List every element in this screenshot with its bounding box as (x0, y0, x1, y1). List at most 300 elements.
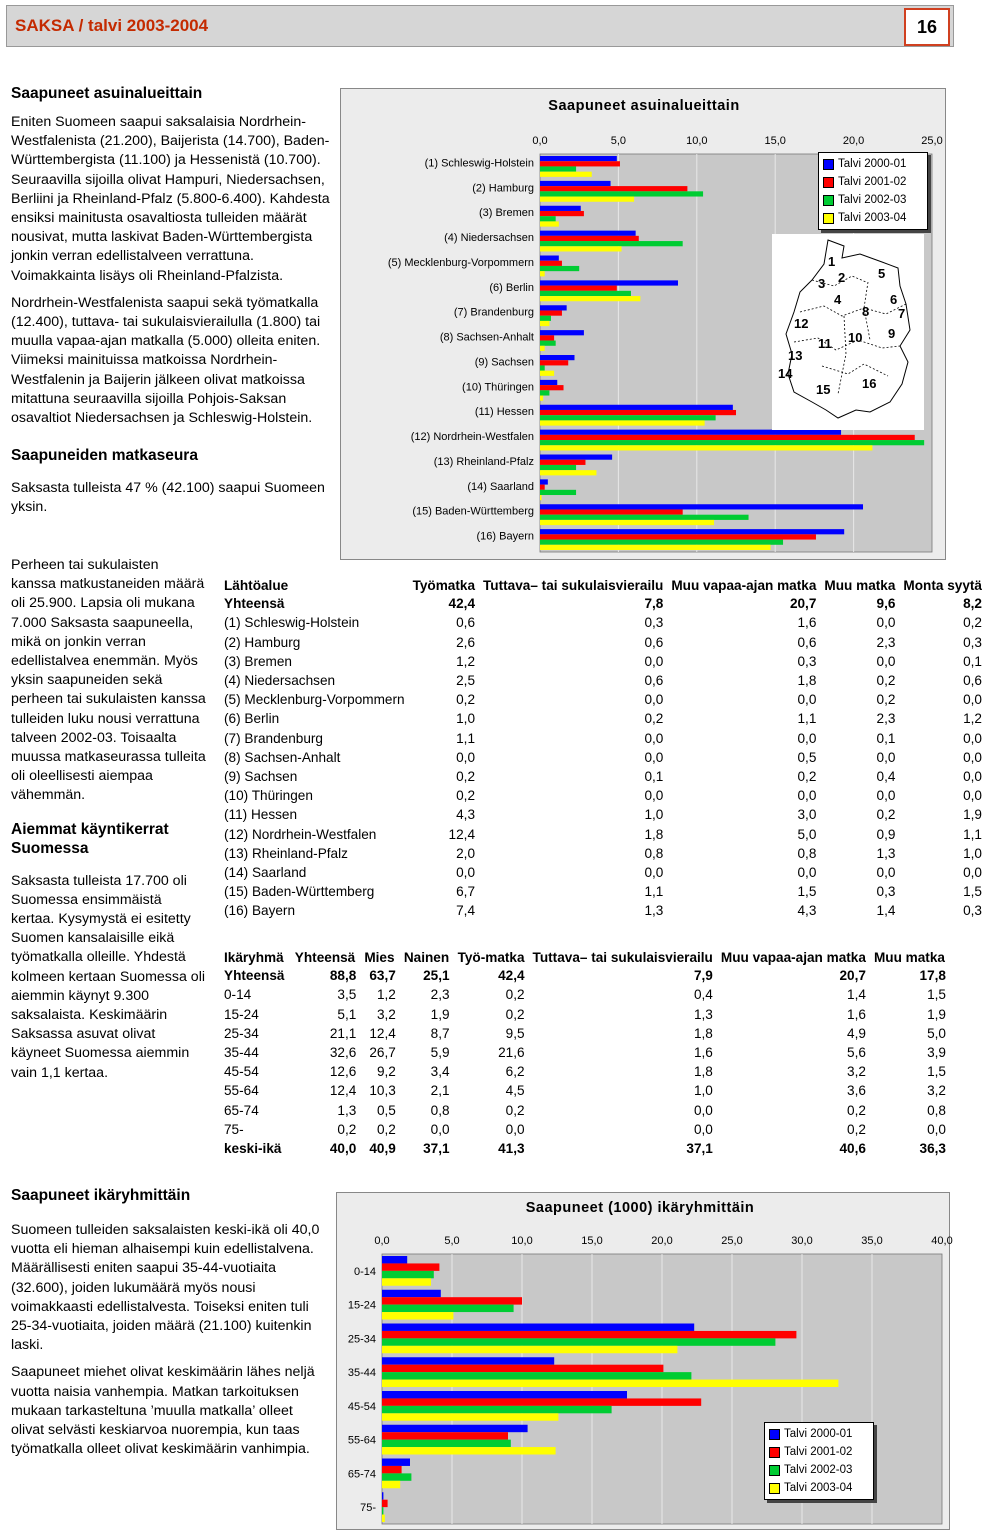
table-cell: 4,5 (505, 1083, 525, 1099)
map-region-number: 8 (862, 304, 870, 319)
table-cell: 0,6 (644, 634, 664, 650)
table-cell: 0,5 (797, 749, 817, 765)
table-cell: 3,2 (376, 1006, 396, 1022)
table-cell: 75- (224, 1121, 244, 1137)
table-cell: 42,4 (498, 968, 525, 984)
bar (540, 385, 564, 390)
table-cell: 0,2 (847, 1102, 866, 1118)
category-label: (3) Bremen (478, 207, 534, 220)
bar (540, 211, 584, 216)
table-row (220, 690, 986, 709)
table-cell: 10,3 (369, 1083, 396, 1099)
table-header: Muu matka (873, 950, 945, 966)
table-row (220, 1081, 950, 1100)
table-cell: 3,0 (797, 807, 817, 823)
table-cell: 0,6 (963, 673, 982, 689)
table-cell: 2,3 (876, 711, 896, 727)
table-cell: (3) Bremen (224, 653, 292, 669)
bar (540, 435, 915, 440)
category-label: (7) Brandenburg (453, 306, 534, 319)
table-cell: 1,0 (963, 845, 982, 861)
table-cell: 0,0 (456, 864, 476, 880)
table-cell: 0,3 (876, 884, 896, 900)
table-cell: 1,9 (963, 807, 982, 823)
bar (382, 1481, 400, 1488)
bar (540, 365, 545, 370)
germany-map (772, 234, 924, 430)
table-cell: 3,4 (430, 1064, 450, 1080)
chart-title: Saapuneet (1000) ikäryhmittäin (525, 1200, 755, 1216)
bar (540, 181, 611, 186)
table-cell: 1,2 (456, 653, 476, 669)
paragraph: Suomeen tulleiden saksalaisten keski-ikä oli 40,0 vuotta eli hieman alhaisempi kuin edellistalvena. Määrällisesti eniten saapui 35-44-vuotiaita (32.600), joiden lukumäärä myös nousi voimakkaasti edellistalvesta. Toiseksi eniten tuli 25-34-vuotiaita, joiden määrä (21.100) kuitenkin laski. (11, 1222, 320, 1354)
category-label: (14) Saarland (467, 480, 534, 493)
section-title-age: Saapuneet ikäryhmittäin (11, 1187, 191, 1204)
table-cell: 8,7 (430, 1025, 450, 1041)
table-cell: 1,6 (797, 615, 817, 631)
table-cell: (4) Niedersachsen (224, 673, 336, 689)
table-cell: 0,0 (693, 1102, 713, 1118)
table-cell: 3,2 (927, 1083, 946, 1099)
map-region-number: 3 (818, 276, 826, 291)
table-cell: 0,2 (456, 768, 476, 784)
map-region-number: 16 (862, 376, 877, 391)
table-row (220, 824, 986, 843)
table-cell: 0,0 (876, 653, 896, 669)
chart-residence-legend (818, 152, 928, 230)
table-header: Lähtöalue (224, 578, 289, 594)
table-cell: 12,4 (448, 826, 476, 842)
table-cell: 63,7 (369, 968, 396, 984)
table-cell: 1,4 (847, 987, 866, 1003)
paragraph: Saksasta tulleista 47 % (42.100) saapui Suomeen yksin. (11, 480, 325, 516)
bar (540, 161, 620, 166)
bar (540, 410, 736, 415)
bar (382, 1492, 383, 1499)
table-cell: 36,3 (919, 1140, 946, 1156)
table-cell: 0,0 (693, 1121, 713, 1137)
table-cell: 1,4 (876, 903, 896, 919)
category-label: (10) Thüringen (462, 381, 534, 394)
table-cell: (10) Thüringen (224, 788, 313, 804)
bar (382, 1312, 453, 1319)
table-cell: 9,6 (876, 596, 896, 612)
category-label: (13) Rheinland-Pfalz (433, 455, 534, 468)
table-cell: 1,5 (963, 884, 982, 900)
bar (540, 495, 542, 500)
category-label: (9) Sachsen (474, 356, 534, 369)
table-header: Mies (364, 950, 395, 966)
table-row (220, 594, 986, 613)
header-title: SAKSA / talvi 2003-2004 (15, 16, 209, 35)
bar (382, 1466, 402, 1473)
table-cell: 0,3 (797, 653, 817, 669)
table-header: Muu vapaa-ajan matka (671, 578, 817, 594)
table-header: Muu matka (824, 578, 896, 594)
table-cell: 0,0 (644, 788, 664, 804)
table-cell: 0,2 (876, 692, 896, 708)
table-cell: 1,8 (693, 1064, 713, 1080)
table-cell: 65-74 (224, 1102, 259, 1118)
table-cell: 0,0 (797, 730, 817, 746)
table-cell: 2,5 (456, 673, 476, 689)
table-row (220, 844, 986, 863)
paragraph: Nordrhein-Westfalenista saapui sekä työmatkalla (12.400), tuttava- tai sukulaisvierailulla (1.800) tai muulla vapaa-ajan matkalla (5.000) olleita eniten. Viimeksi mainituissa matkoissa Nordrhein-Westfalenin ja Baijerin jälkeen olivat matkoissa mitattuna seuraavilla sijoilla Pohjois-Saksan osavaltiot Niedersachsen ja Schleswig-Holstein. (11, 294, 321, 427)
table-cell: 0,1 (644, 768, 664, 784)
table-cell: 0,0 (876, 749, 896, 765)
table-cell: 0,2 (644, 711, 664, 727)
table-cell: (1) Schleswig-Holstein (224, 615, 360, 631)
table-cell: 0,2 (505, 1006, 525, 1022)
table-cell: 0,2 (456, 692, 476, 708)
bar (382, 1380, 838, 1387)
x-tick-label: 20,0 (842, 135, 865, 147)
map-region-number: 6 (890, 292, 898, 307)
bar (382, 1425, 528, 1432)
table-cell: 5,9 (430, 1045, 450, 1061)
table-row (220, 1062, 950, 1081)
table-cell: 1,0 (693, 1083, 713, 1099)
table-cell: 1,6 (847, 1006, 866, 1022)
bar (540, 360, 568, 365)
table-cell: 9,2 (376, 1064, 396, 1080)
table-cell: 2,3 (876, 634, 896, 650)
bar (540, 479, 548, 484)
table-cell: 1,2 (963, 711, 982, 727)
text-block-residence (11, 84, 331, 518)
bar (540, 520, 714, 525)
bar (540, 534, 816, 539)
table-cell: 1,3 (693, 1006, 713, 1022)
table-cell: 2,1 (430, 1083, 450, 1099)
table-cell: 0,0 (644, 749, 664, 765)
bar (382, 1357, 554, 1364)
legend-item: Talvi 2001-02 (823, 173, 923, 191)
table-cell: 12,6 (329, 1064, 357, 1080)
table-cell: (8) Sachsen-Anhalt (224, 749, 341, 765)
bar (382, 1447, 556, 1454)
table-cell: 21,6 (498, 1045, 525, 1061)
table-cell: 0,0 (876, 788, 896, 804)
section-title-residence: Saapuneet asuinalueittain (11, 85, 203, 102)
table-cell: 0,0 (797, 692, 817, 708)
table-cell: (13) Rheinland-Pfalz (224, 845, 348, 861)
bar (540, 470, 596, 475)
table-cell: 1,3 (337, 1102, 357, 1118)
x-tick-label: 0,0 (374, 1235, 390, 1247)
bar (382, 1263, 439, 1270)
table-cell: 7,4 (456, 903, 476, 919)
category-label: 75- (360, 1502, 376, 1515)
category-label: (16) Bayern (476, 530, 534, 543)
bar (540, 440, 924, 445)
table-header: Ikäryhmä (224, 950, 284, 966)
x-tick-label: 35,0 (861, 1235, 883, 1247)
legend-item: Talvi 2002-03 (823, 191, 923, 209)
table-row (220, 1024, 950, 1043)
bar (540, 286, 617, 291)
bar (540, 221, 559, 226)
bar (382, 1413, 558, 1420)
table-cell: 1,2 (376, 987, 396, 1003)
table-cell: (14) Saarland (224, 864, 307, 880)
bar (382, 1331, 796, 1338)
table-cell: 41,3 (498, 1140, 525, 1156)
bar (540, 246, 622, 251)
table-cell: 37,1 (686, 1140, 713, 1156)
bar (540, 191, 703, 196)
section-title-visits: Aiemmat käyntikerrat Suomessa (11, 820, 169, 857)
table-cell: 1,3 (644, 903, 664, 919)
table-row (220, 652, 986, 671)
table-cell: 0,6 (644, 673, 664, 689)
table-cell: 40,6 (839, 1140, 866, 1156)
table-cell: 0,4 (876, 768, 896, 784)
table-cell: 4,9 (847, 1025, 866, 1041)
bar (382, 1372, 691, 1379)
table-cell: 9,5 (505, 1025, 525, 1041)
bar (540, 390, 549, 395)
table-purpose-by-region (220, 575, 986, 920)
table-cell: 20,7 (839, 968, 866, 984)
table-cell: (11) Hessen (224, 807, 298, 823)
map-region-number: 7 (898, 306, 906, 321)
table-cell: Yhteensä (224, 968, 285, 984)
table-cell: 0,0 (644, 692, 664, 708)
bar (540, 241, 683, 246)
table-row (220, 901, 986, 920)
table-cell: (12) Nordrhein-Westfalen (224, 826, 377, 842)
category-label: (15) Baden-Württemberg (412, 505, 534, 518)
bar (540, 266, 579, 271)
table-row (220, 966, 950, 985)
x-tick-label: 30,0 (791, 1235, 813, 1247)
category-label: 25-34 (347, 1333, 376, 1346)
table-cell: 25-34 (224, 1025, 259, 1041)
bar (540, 460, 585, 465)
section-title-company: Saapuneiden matkaseura (11, 447, 198, 465)
table-header: Yhteensä (294, 950, 356, 966)
bar (540, 540, 783, 545)
bar (540, 261, 562, 266)
table-cell: 0,0 (456, 749, 476, 765)
text-block-age (11, 1186, 321, 1459)
bar (540, 529, 844, 534)
table-row (220, 863, 986, 882)
table-row (220, 613, 986, 632)
table-cell: 37,1 (423, 1140, 450, 1156)
category-label: 55-64 (347, 1434, 376, 1447)
bar (382, 1432, 508, 1439)
category-label: 0-14 (353, 1265, 376, 1278)
table-cell: 1,6 (693, 1045, 713, 1061)
table-header: Nainen (403, 950, 450, 966)
category-label: (8) Sachsen-Anhalt (439, 331, 534, 344)
table-cell: keski-ikä (224, 1140, 282, 1156)
bar (540, 321, 549, 326)
table-cell: 0,0 (876, 615, 896, 631)
category-label: 65-74 (347, 1468, 376, 1481)
table-cell: 0,2 (876, 673, 896, 689)
table-cell: 8,2 (963, 596, 982, 612)
table-cell: 40,9 (369, 1140, 396, 1156)
table-cell: 1,1 (456, 730, 476, 746)
page-header (6, 5, 954, 47)
table-cell: 0,0 (644, 653, 664, 669)
bar (540, 305, 567, 310)
table-cell: 1,8 (693, 1025, 713, 1041)
bar (382, 1507, 383, 1514)
map-region-number: 10 (848, 330, 863, 345)
table-cell: 0,0 (963, 788, 982, 804)
table-cell: 15-24 (224, 1006, 259, 1022)
table-cell: 0,2 (876, 807, 896, 823)
bar (382, 1515, 385, 1522)
map-region-number: 14 (778, 366, 793, 381)
x-tick-label: 5,0 (610, 135, 627, 147)
text-block-company (11, 556, 207, 1083)
bar (382, 1324, 694, 1331)
bar (540, 485, 545, 490)
table-cell: 5,0 (797, 826, 817, 842)
bar (540, 355, 574, 360)
table-cell: 0,0 (876, 864, 896, 880)
bar (540, 445, 872, 450)
bar (382, 1473, 411, 1480)
map-region-number: 1 (828, 254, 836, 269)
table-cell: 20,7 (789, 596, 817, 612)
table-cell: 1,8 (644, 826, 664, 842)
table-cell: 0,3 (644, 615, 664, 631)
table-cell: 7,8 (644, 596, 664, 612)
x-tick-label: 0,0 (532, 135, 548, 147)
table-row (220, 671, 986, 690)
bar (540, 346, 545, 351)
map-region-number: 4 (834, 292, 842, 307)
table-cell: 42,4 (448, 596, 476, 612)
bar (382, 1297, 522, 1304)
bar (382, 1459, 410, 1466)
table-cell: 0,2 (456, 788, 476, 804)
table-row (220, 1043, 950, 1062)
table-cell: 5,1 (337, 1006, 357, 1022)
table-cell: 55-64 (224, 1083, 259, 1099)
table-cell: 35-44 (224, 1045, 259, 1061)
map-region-number: 9 (888, 326, 896, 341)
bar (540, 156, 617, 161)
map-region-number: 15 (816, 382, 831, 397)
table-cell: 0,8 (644, 845, 664, 861)
table-cell: 6,2 (505, 1064, 525, 1080)
bar (540, 197, 634, 202)
table-cell: 1,0 (644, 807, 664, 823)
category-label: (11) Hessen (474, 406, 534, 419)
table-cell: 0,6 (797, 634, 817, 650)
map-region-number: 2 (838, 270, 846, 285)
table-cell: 3,2 (847, 1064, 866, 1080)
legend-item: Talvi 2001-02 (769, 1443, 869, 1461)
table-cell: 0,6 (456, 615, 476, 631)
bar (382, 1398, 701, 1405)
bar (382, 1271, 434, 1278)
bar (540, 310, 562, 315)
table-cell: 0,1 (876, 730, 896, 746)
bar (540, 172, 592, 177)
table-cell: 2,6 (456, 634, 476, 650)
table-cell: 0,0 (963, 749, 982, 765)
table-cell: 26,7 (369, 1045, 396, 1061)
table-cell: 21,1 (329, 1025, 357, 1041)
bar (382, 1365, 663, 1372)
x-tick-label: 10,0 (511, 1235, 533, 1247)
table-cell: 1,0 (456, 711, 476, 727)
bar (540, 504, 863, 509)
bar (382, 1305, 514, 1312)
table-header: Tuttava– tai sukulaisvierailu (532, 950, 713, 966)
table-cell: 40,0 (329, 1140, 357, 1156)
bar (540, 166, 576, 171)
table-row (220, 1005, 950, 1024)
table-cell: 0,8 (927, 1102, 946, 1118)
table-cell: 0,0 (963, 768, 982, 784)
table-cell: 0,2 (963, 615, 982, 631)
table-cell: (2) Hamburg (224, 634, 301, 650)
x-tick-label: 25,0 (921, 135, 943, 147)
table-row (220, 709, 986, 728)
table-cell: 0,0 (963, 730, 982, 746)
table-cell: 0,3 (963, 634, 982, 650)
table-row (220, 882, 986, 901)
table-row (220, 1101, 950, 1120)
table-cell: 45-54 (224, 1064, 259, 1080)
chart-age-legend (764, 1422, 874, 1500)
table-header: Työmatka (412, 578, 476, 594)
legend-item: Talvi 2000-01 (823, 155, 923, 173)
table-cell: 0,2 (505, 987, 525, 1003)
table-cell: 0,0 (797, 864, 817, 880)
category-label: (2) Hamburg (472, 182, 534, 195)
bar (540, 509, 683, 514)
table-cell: 3,9 (927, 1045, 946, 1061)
table-cell: 0,8 (797, 845, 817, 861)
bar (382, 1278, 431, 1285)
table-cell: 1,1 (797, 711, 817, 727)
page-number: 16 (904, 8, 950, 46)
legend-item: Talvi 2000-01 (769, 1425, 869, 1443)
table-cell: 25,1 (423, 968, 450, 984)
table-header: Muu vapaa-ajan matka (720, 950, 866, 966)
table-cell: 12,4 (329, 1083, 357, 1099)
legend-item: Talvi 2003-04 (769, 1479, 869, 1497)
bar (540, 420, 705, 425)
bar (540, 455, 612, 460)
bar (540, 186, 687, 191)
table-age-groups (220, 947, 950, 1158)
table-cell: 1,9 (430, 1006, 450, 1022)
table-cell: 0,0 (505, 1121, 525, 1137)
paragraph: Perheen tai sukulaisten kanssa matkustaneiden määrä oli 25.900. Lapsia oli mukana 7.000 Saksasta saapuneella, mikä on jonkin verran edellistalvea enemmän. Myös yksin saapuneiden sekä perheen tai sukulaisten kanssa tulleiden luku nousi verrattuna talveen 2002-03. Toisaalta muussa matkaseurassa tulleita oli oleellisesti aiempaa vähemmän. (11, 557, 206, 804)
table-cell: 1,5 (927, 1064, 946, 1080)
table-cell: (15) Baden-Württemberg (224, 884, 375, 900)
table-cell: 1,3 (876, 845, 896, 861)
table-row (220, 786, 986, 805)
bar (540, 271, 545, 276)
bar (540, 405, 733, 410)
table-header: Työ-matka (457, 950, 525, 966)
x-tick-label: 40,0 (931, 1235, 953, 1247)
table-cell: 88,8 (329, 968, 357, 984)
bar (382, 1346, 677, 1353)
